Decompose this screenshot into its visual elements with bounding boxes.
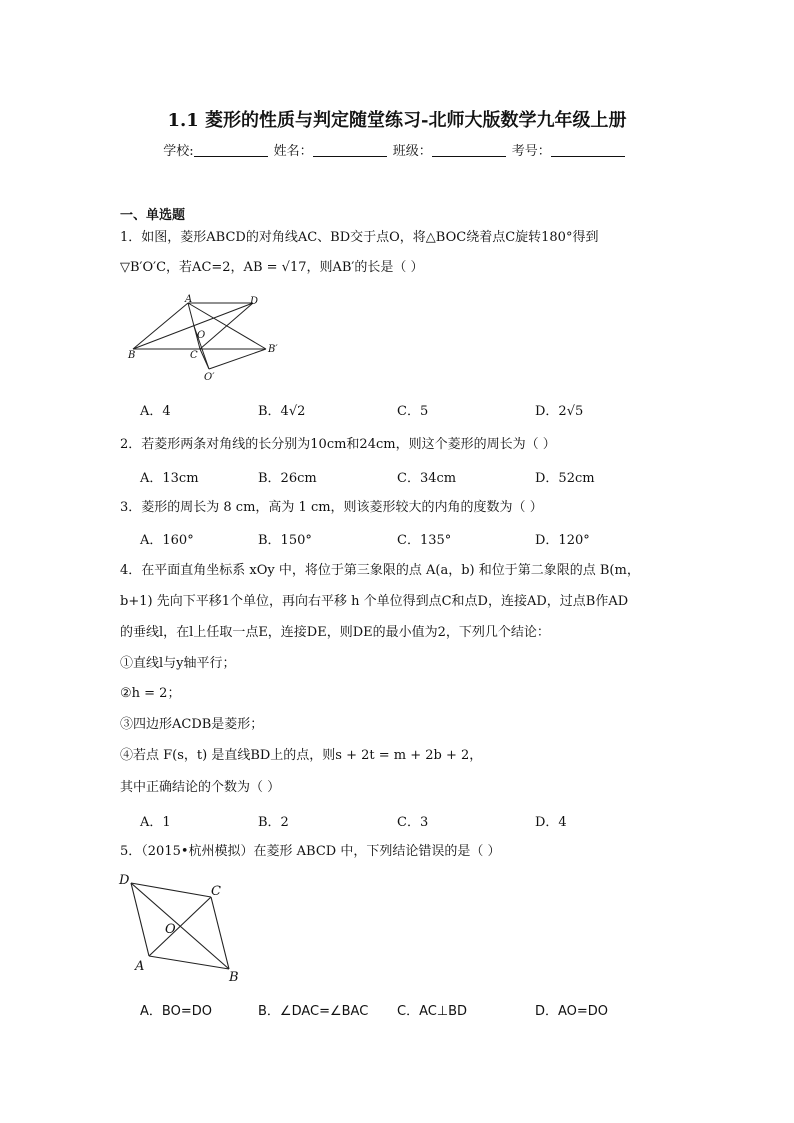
q4-statement-3: ③四边形ACDB是菱形； — [120, 717, 264, 732]
label-D: D — [250, 296, 259, 307]
q3-option-a[interactable]: A．160° — [140, 533, 194, 548]
q5-text: 5．（2015•杭州模拟）在菱形 ABCD 中，下列结论错误的是（ ） — [120, 844, 501, 859]
name-blank[interactable] — [313, 144, 387, 157]
q3-option-c[interactable]: C．135° — [397, 533, 452, 548]
label-C: C — [211, 884, 221, 899]
q1-option-a[interactable]: A．4 — [140, 404, 171, 419]
label-B: B — [229, 970, 239, 985]
q4-statement-2: ②h = 2； — [120, 686, 181, 701]
school-blank[interactable] — [194, 144, 268, 157]
class-label: 班级： — [392, 144, 432, 159]
label-C: C — [190, 350, 198, 361]
q2-option-b[interactable]: B．26cm — [258, 471, 317, 486]
q4-question: 其中正确结论的个数为（ ） — [120, 780, 281, 795]
q5-option-c[interactable]: C．AC⊥BD — [397, 1004, 468, 1019]
school-label: 学校: — [163, 144, 194, 159]
q2-option-a[interactable]: A．13cm — [140, 471, 199, 486]
q1-option-c[interactable]: C．5 — [397, 404, 429, 419]
class-blank[interactable] — [432, 144, 506, 157]
q4-option-a[interactable]: A．1 — [140, 815, 171, 830]
q1-option-b[interactable]: B．4√2 — [258, 404, 306, 419]
q4-line2: b+1) 先向下平移1个单位，再向右平移 h 个单位得到点C和点D，连接AD，过点B作AD — [120, 594, 629, 609]
q2-option-d[interactable]: D．52cm — [535, 471, 595, 486]
q1-line1: 1．如图，菱形ABCD的对角线AC、BD交于点O，将△BOC绕着点C旋转180°得到 — [120, 230, 599, 245]
label-A: A — [185, 294, 193, 305]
q1-line2: ▽B′O′C，若AC=2，AB = √17，则AB′的长是（ ） — [120, 260, 424, 275]
student-info-line — [0, 140, 794, 159]
number-blank[interactable] — [551, 144, 625, 157]
q4-statement-1: ①直线l与y轴平行； — [120, 656, 236, 671]
label-O-prime: O′ — [204, 372, 215, 383]
q2-option-c[interactable]: C．34cm — [397, 471, 457, 486]
label-D: D — [119, 873, 130, 888]
q5-option-a[interactable]: A．BO=DO — [140, 1004, 212, 1019]
q1-figure — [125, 294, 290, 384]
q1-option-d[interactable]: D．2√5 — [535, 404, 584, 419]
q4-option-c[interactable]: C．3 — [397, 815, 429, 830]
q4-option-b[interactable]: B．2 — [258, 815, 289, 830]
name-label: 姓名： — [273, 144, 313, 159]
section-heading: 一、单选题 — [120, 208, 186, 223]
label-A: A — [135, 959, 145, 974]
page-title: 1.1 菱形的性质与判定随堂练习-北师大版数学九年级上册 — [167, 110, 627, 131]
q4-option-d[interactable]: D．4 — [535, 815, 567, 830]
q4-line3: 的垂线l，在l上任取一点E，连接DE，则DE的最小值为2，下列几个结论： — [120, 625, 550, 640]
q2-text: 2．若菱形两条对角线的长分别为10cm和24cm，则这个菱形的周长为（ ） — [120, 437, 556, 452]
label-O: O — [165, 922, 176, 937]
q5-figure — [113, 868, 248, 986]
label-O: O — [197, 330, 206, 341]
label-B-prime: B′ — [268, 344, 278, 355]
q3-option-d[interactable]: D．120° — [535, 533, 590, 548]
q4-statement-4: ④若点 F(s，t) 是直线BD上的点，则s + 2t = m + 2b + 2， — [120, 748, 483, 763]
label-B: B — [128, 350, 136, 361]
q4-line1: 4．在平面直角坐标系 xOy 中，将位于第三象限的点 A(a，b) 和位于第二象限的点 B(m， — [120, 563, 640, 578]
q5-option-b[interactable]: B．∠DAC=∠BAC — [258, 1004, 369, 1019]
q3-option-b[interactable]: B．150° — [258, 533, 312, 548]
q3-text: 3．菱形的周长为 8 cm，高为 1 cm，则该菱形较大的内角的度数为（ ） — [120, 500, 543, 515]
number-label: 考号： — [511, 144, 551, 159]
q5-option-d[interactable]: D．AO=DO — [535, 1004, 609, 1019]
